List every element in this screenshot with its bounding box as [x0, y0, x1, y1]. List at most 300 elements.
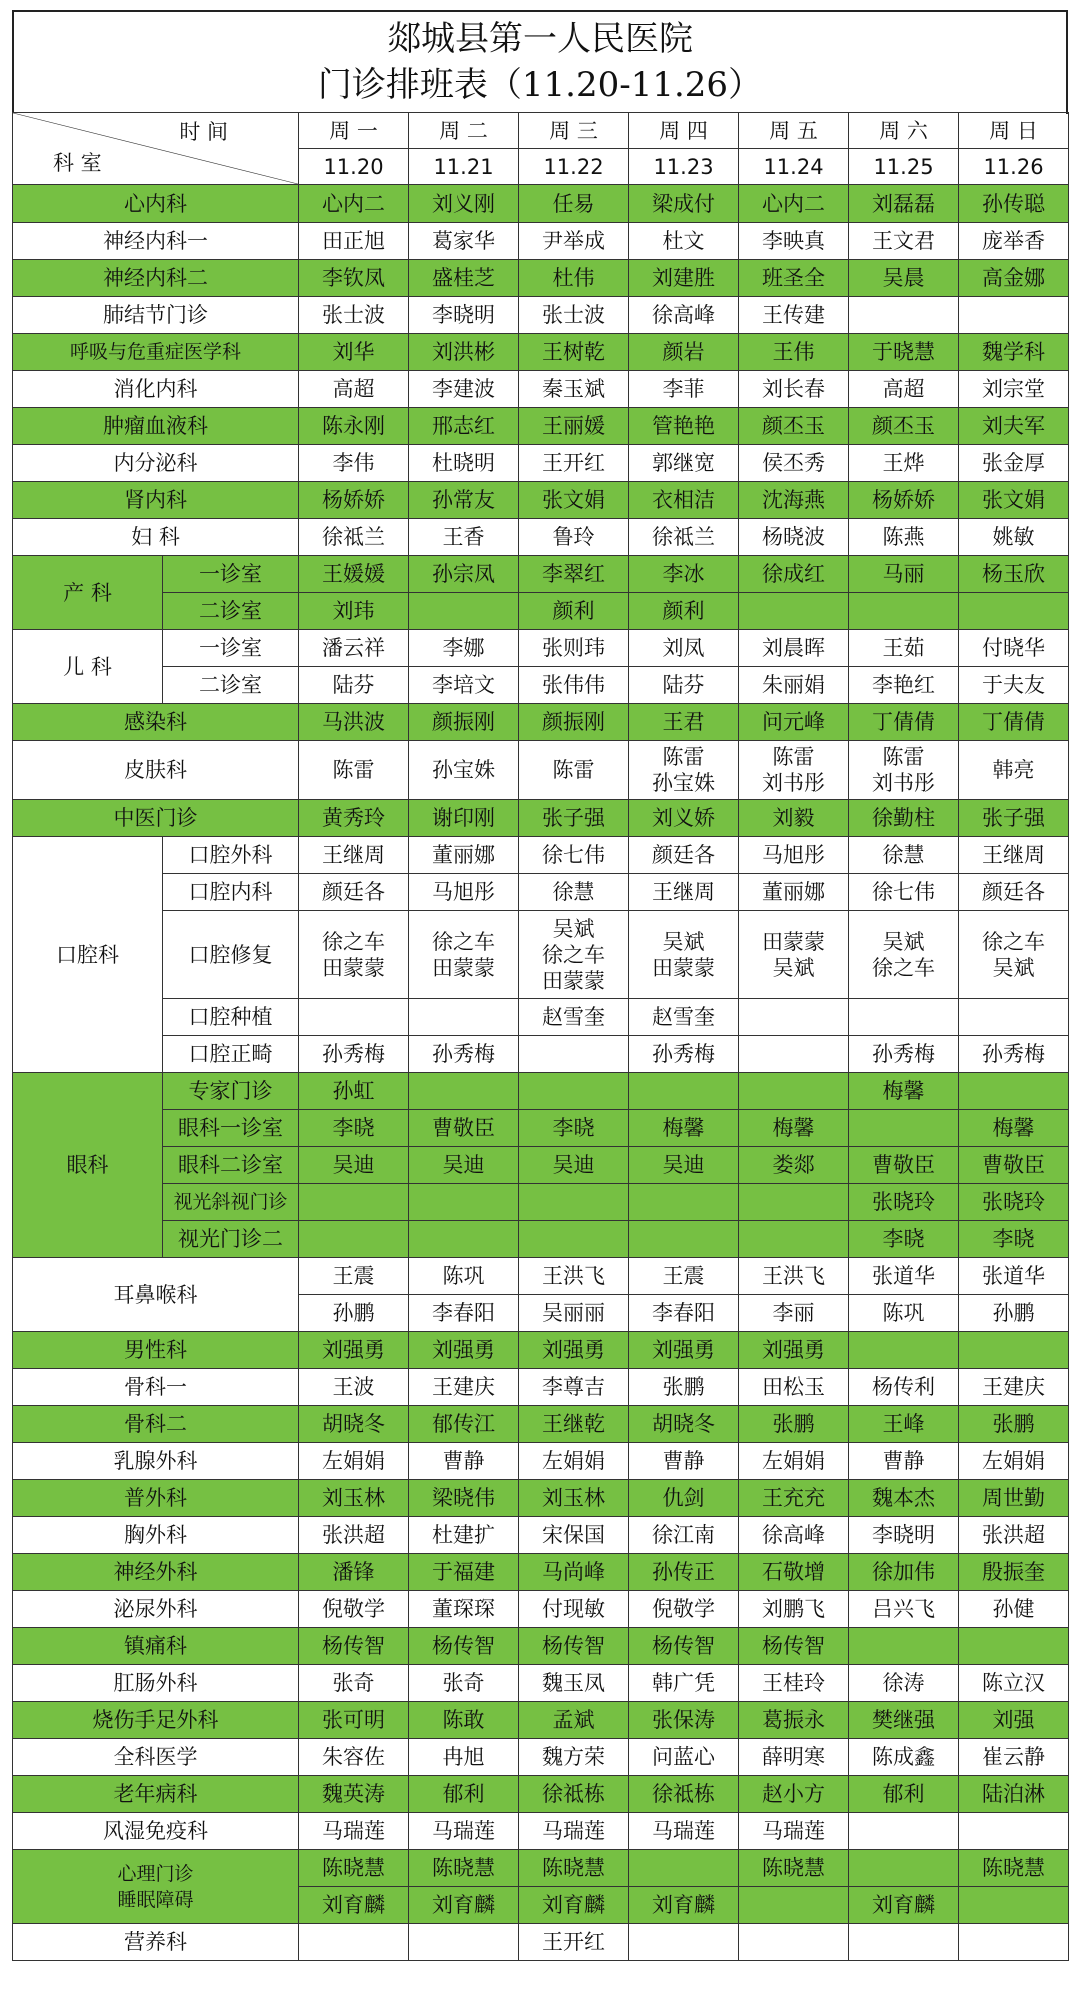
- doctor-cell: 李映真: [739, 223, 849, 260]
- sub-clinic: 二诊室: [163, 667, 299, 704]
- doctor-cell: [409, 1184, 519, 1221]
- doctor-cell: 李晓明: [849, 1517, 959, 1554]
- doctor-cell: 刘强勇: [629, 1332, 739, 1369]
- doctor-cell: 张可明: [299, 1702, 409, 1739]
- doctor-cell: 徐祗栋: [519, 1776, 629, 1813]
- schedule-title: [12, 10, 1068, 114]
- doctor-cell: 孙健: [959, 1591, 1069, 1628]
- doctor-cell: 徐高峰: [629, 297, 739, 334]
- doctor-cell: 王震: [299, 1258, 409, 1295]
- department-name: 骨科一: [13, 1369, 299, 1406]
- hospital-name: 郯城县第一人民医院: [387, 19, 693, 59]
- doctor-cell: 刘育麟: [629, 1887, 739, 1924]
- doctor-cell: [849, 999, 959, 1036]
- doctor-cell: 孙鹏: [299, 1295, 409, 1332]
- doctor-cell: 刘磊磊: [849, 185, 959, 223]
- doctor-cell: 刘育麟: [409, 1887, 519, 1924]
- day-label: 周 日: [959, 113, 1069, 149]
- doctor-cell: [299, 1924, 409, 1961]
- doctor-cell: 吴迪: [629, 1147, 739, 1184]
- doctor-cell: [299, 999, 409, 1036]
- department-name: 肛肠外科: [13, 1665, 299, 1702]
- doctor-cell: 孟斌: [519, 1702, 629, 1739]
- doctor-cell: [959, 297, 1069, 334]
- date-label: 11.20: [299, 149, 409, 185]
- doctor-cell: 陈巩: [849, 1295, 959, 1332]
- doctor-cell: 徐高峰: [739, 1517, 849, 1554]
- doctor-cell: 徐江南: [629, 1517, 739, 1554]
- day-label: 周 五: [739, 113, 849, 149]
- doctor-cell: 吴斌 徐之车: [849, 911, 959, 999]
- doctor-cell: 班圣全: [739, 260, 849, 297]
- schedule-row: [13, 1850, 1069, 1887]
- department-name: 胸外科: [13, 1517, 299, 1554]
- doctor-cell: 杨传智: [409, 1628, 519, 1665]
- doctor-cell: 张道华: [959, 1258, 1069, 1295]
- doctor-cell: 魏方荣: [519, 1739, 629, 1776]
- schedule-row: [13, 874, 1069, 911]
- doctor-cell: 刘育麟: [299, 1887, 409, 1924]
- department-name: 口腔科: [13, 837, 163, 1073]
- doctor-cell: 梅馨: [849, 1073, 959, 1110]
- doctor-cell: 田正旭: [299, 223, 409, 260]
- doctor-cell: 马洪波: [299, 704, 409, 741]
- doctor-cell: 杨传智: [519, 1628, 629, 1665]
- schedule-row: [13, 667, 1069, 704]
- department-name: 泌尿外科: [13, 1591, 299, 1628]
- doctor-cell: 周世勤: [959, 1480, 1069, 1517]
- schedule-row: [13, 1813, 1069, 1850]
- doctor-cell: 魏英涛: [299, 1776, 409, 1813]
- schedule-row: [13, 911, 1069, 999]
- doctor-cell: [739, 1221, 849, 1258]
- date-label: 11.25: [849, 149, 959, 185]
- doctor-cell: [739, 1073, 849, 1110]
- schedule-row: [13, 1036, 1069, 1073]
- department-name: 男性科: [13, 1332, 299, 1369]
- doctor-cell: [959, 1813, 1069, 1850]
- doctor-cell: 李培文: [409, 667, 519, 704]
- doctor-cell: 韩亮: [959, 741, 1069, 800]
- doctor-cell: 颜廷各: [629, 837, 739, 874]
- doctor-cell: 刘玉林: [299, 1480, 409, 1517]
- doctor-cell: 王烨: [849, 445, 959, 482]
- date-label: 11.24: [739, 149, 849, 185]
- doctor-cell: 杨传智: [629, 1628, 739, 1665]
- doctor-cell: 陈巩: [409, 1258, 519, 1295]
- department-name: 皮肤科: [13, 741, 299, 800]
- schedule-row: [13, 999, 1069, 1036]
- schedule-row: [13, 1702, 1069, 1739]
- doctor-cell: 田蒙蒙 吴斌: [739, 911, 849, 999]
- doctor-cell: 问蓝心: [629, 1739, 739, 1776]
- day-label: 周 一: [299, 113, 409, 149]
- department-name: 消化内科: [13, 371, 299, 408]
- doctor-cell: 王香: [409, 519, 519, 556]
- doctor-cell: 董丽娜: [409, 837, 519, 874]
- doctor-cell: [519, 1036, 629, 1073]
- doctor-cell: 王建庆: [959, 1369, 1069, 1406]
- day-label: 周 三: [519, 113, 629, 149]
- sub-clinic: 口腔种植: [163, 999, 299, 1036]
- doctor-cell: 潘云祥: [299, 630, 409, 667]
- doctor-cell: 徐祗兰: [629, 519, 739, 556]
- doctor-cell: [849, 297, 959, 334]
- doctor-cell: 张士波: [519, 297, 629, 334]
- doctor-cell: 王充充: [739, 1480, 849, 1517]
- schedule-row: [13, 1221, 1069, 1258]
- doctor-cell: 颜岩: [629, 334, 739, 371]
- doctor-cell: 梁晓伟: [409, 1480, 519, 1517]
- department-name: 肾内科: [13, 482, 299, 519]
- doctor-cell: 庞举香: [959, 223, 1069, 260]
- doctor-cell: 张金厚: [959, 445, 1069, 482]
- doctor-cell: 郁利: [849, 1776, 959, 1813]
- doctor-cell: [739, 1924, 849, 1961]
- doctor-cell: 张奇: [409, 1665, 519, 1702]
- doctor-cell: 郭继宽: [629, 445, 739, 482]
- doctor-cell: 冉旭: [409, 1739, 519, 1776]
- doctor-cell: [739, 593, 849, 630]
- doctor-cell: 心内二: [739, 185, 849, 223]
- doctor-cell: 张子强: [519, 800, 629, 837]
- department-name: 妇 科: [13, 519, 299, 556]
- doctor-cell: 王文君: [849, 223, 959, 260]
- schedule-row: [13, 1184, 1069, 1221]
- doctor-cell: 李伟: [299, 445, 409, 482]
- doctor-cell: 朱容佐: [299, 1739, 409, 1776]
- doctor-cell: [409, 999, 519, 1036]
- doctor-cell: 韩广凭: [629, 1665, 739, 1702]
- doctor-cell: 马瑞莲: [299, 1813, 409, 1850]
- doctor-cell: 胡晓冬: [629, 1406, 739, 1443]
- doctor-cell: 尹举成: [519, 223, 629, 260]
- department-name: 内分泌科: [13, 445, 299, 482]
- doctor-cell: 王继周: [959, 837, 1069, 874]
- doctor-cell: 邢志红: [409, 408, 519, 445]
- doctor-cell: 王开红: [519, 1924, 629, 1961]
- department-name: 神经内科一: [13, 223, 299, 260]
- doctor-cell: [959, 1073, 1069, 1110]
- doctor-cell: 王君: [629, 704, 739, 741]
- doctor-cell: 刘洪彬: [409, 334, 519, 371]
- doctor-cell: 娄郯: [739, 1147, 849, 1184]
- sub-clinic: 一诊室: [163, 556, 299, 593]
- doctor-cell: 李娜: [409, 630, 519, 667]
- department-name: 骨科二: [13, 1406, 299, 1443]
- doctor-cell: 仇剑: [629, 1480, 739, 1517]
- doctor-cell: 曹敬臣: [849, 1147, 959, 1184]
- doctor-cell: 王传建: [739, 297, 849, 334]
- doctor-cell: 郁利: [409, 1776, 519, 1813]
- doctor-cell: 吴迪: [409, 1147, 519, 1184]
- schedule-row: [13, 445, 1069, 482]
- doctor-cell: 刘宗堂: [959, 371, 1069, 408]
- doctor-cell: 于福建: [409, 1554, 519, 1591]
- doctor-cell: [519, 1073, 629, 1110]
- doctor-cell: 魏学科: [959, 334, 1069, 371]
- doctor-cell: [959, 593, 1069, 630]
- sub-clinic: 口腔正畸: [163, 1036, 299, 1073]
- schedule-table: [12, 112, 1069, 1961]
- doctor-cell: 徐加伟: [849, 1554, 959, 1591]
- schedule-row: [13, 630, 1069, 667]
- doctor-cell: 孙传聪: [959, 185, 1069, 223]
- doctor-cell: 左娟娟: [959, 1443, 1069, 1480]
- doctor-cell: 王茹: [849, 630, 959, 667]
- doctor-cell: 陈晓慧: [739, 1850, 849, 1887]
- doctor-cell: 郁传江: [409, 1406, 519, 1443]
- schedule-row: [13, 800, 1069, 837]
- doctor-cell: [959, 1332, 1069, 1369]
- day-label: 周 二: [409, 113, 519, 149]
- schedule-row: [13, 1591, 1069, 1628]
- doctor-cell: 吴斌 田蒙蒙: [629, 911, 739, 999]
- doctor-cell: [959, 1924, 1069, 1961]
- doctor-cell: 张鹏: [959, 1406, 1069, 1443]
- doctor-cell: 吕兴飞: [849, 1591, 959, 1628]
- doctor-cell: 陆芬: [629, 667, 739, 704]
- doctor-cell: 颜廷各: [299, 874, 409, 911]
- schedule-row: [13, 1406, 1069, 1443]
- department-name: 神经内科二: [13, 260, 299, 297]
- doctor-cell: 左娟娟: [519, 1443, 629, 1480]
- doctor-cell: 杜建扩: [409, 1517, 519, 1554]
- schedule-row: [13, 1332, 1069, 1369]
- doctor-cell: [299, 1221, 409, 1258]
- doctor-cell: 高金娜: [959, 260, 1069, 297]
- doctor-cell: 梅馨: [959, 1110, 1069, 1147]
- doctor-cell: 刘强勇: [739, 1332, 849, 1369]
- doctor-cell: 颜振刚: [409, 704, 519, 741]
- doctor-cell: 陈成鑫: [849, 1739, 959, 1776]
- doctor-cell: 李晓: [519, 1110, 629, 1147]
- doctor-cell: 刘凤: [629, 630, 739, 667]
- department-name: 全科医学: [13, 1739, 299, 1776]
- doctor-cell: 吴迪: [299, 1147, 409, 1184]
- schedule-row: [13, 1665, 1069, 1702]
- doctor-cell: 黄秀玲: [299, 800, 409, 837]
- doctor-cell: 曹静: [849, 1443, 959, 1480]
- department-name: 心理门诊 睡眠障碍: [13, 1850, 299, 1924]
- schedule-row: [13, 1517, 1069, 1554]
- doctor-cell: 李春阳: [629, 1295, 739, 1332]
- doctor-cell: 胡晓冬: [299, 1406, 409, 1443]
- doctor-cell: 刘强勇: [409, 1332, 519, 1369]
- doctor-cell: 徐祗栋: [629, 1776, 739, 1813]
- department-name: 神经外科: [13, 1554, 299, 1591]
- doctor-cell: 孙传正: [629, 1554, 739, 1591]
- doctor-cell: 孙秀梅: [959, 1036, 1069, 1073]
- doctor-cell: 徐之车 田蒙蒙: [299, 911, 409, 999]
- doctor-cell: 王建庆: [409, 1369, 519, 1406]
- doctor-cell: 张士波: [299, 297, 409, 334]
- schedule-row: [13, 1147, 1069, 1184]
- doctor-cell: 杨娇娇: [299, 482, 409, 519]
- doctor-cell: 心内二: [299, 185, 409, 223]
- doctor-cell: 于晓慧: [849, 334, 959, 371]
- doctor-cell: [849, 1110, 959, 1147]
- doctor-cell: 吴斌 徐之车 田蒙蒙: [519, 911, 629, 999]
- doctor-cell: [409, 1073, 519, 1110]
- doctor-cell: 陈雷: [299, 741, 409, 800]
- doctor-cell: 张则玮: [519, 630, 629, 667]
- doctor-cell: 薛明寒: [739, 1739, 849, 1776]
- doctor-cell: 孙宗凤: [409, 556, 519, 593]
- sub-clinic: 口腔内科: [163, 874, 299, 911]
- doctor-cell: 陈雷 刘书彤: [739, 741, 849, 800]
- doctor-cell: 左娟娟: [299, 1443, 409, 1480]
- doctor-cell: 刘义刚: [409, 185, 519, 223]
- doctor-cell: [409, 593, 519, 630]
- doctor-cell: 马丽: [849, 556, 959, 593]
- doctor-cell: 陈晓慧: [519, 1850, 629, 1887]
- doctor-cell: 赵雪奎: [519, 999, 629, 1036]
- doctor-cell: 陆泊淋: [959, 1776, 1069, 1813]
- doctor-cell: 马瑞莲: [519, 1813, 629, 1850]
- doctor-cell: 王继周: [629, 874, 739, 911]
- doctor-cell: 陈雷: [519, 741, 629, 800]
- doctor-cell: 马瑞莲: [739, 1813, 849, 1850]
- department-name: 烧伤手足外科: [13, 1702, 299, 1739]
- doctor-cell: 陈雷 刘书彤: [849, 741, 959, 800]
- schedule-row: [13, 1480, 1069, 1517]
- doctor-cell: 刘强勇: [519, 1332, 629, 1369]
- date-label: 11.21: [409, 149, 519, 185]
- doctor-cell: [299, 1184, 409, 1221]
- doctor-cell: [849, 1628, 959, 1665]
- doctor-cell: 刘毅: [739, 800, 849, 837]
- doctor-cell: 王继周: [299, 837, 409, 874]
- doctor-cell: 问元峰: [739, 704, 849, 741]
- doctor-cell: 陈晓慧: [959, 1850, 1069, 1887]
- doctor-cell: 颜廷各: [959, 874, 1069, 911]
- doctor-cell: 倪敬学: [299, 1591, 409, 1628]
- doctor-cell: 陈晓慧: [409, 1850, 519, 1887]
- doctor-cell: 任易: [519, 185, 629, 223]
- schedule-row: [13, 482, 1069, 519]
- doctor-cell: [629, 1850, 739, 1887]
- doctor-cell: 刘玮: [299, 593, 409, 630]
- doctor-cell: 杨传智: [739, 1628, 849, 1665]
- doctor-cell: 徐七伟: [849, 874, 959, 911]
- doctor-cell: 王洪飞: [519, 1258, 629, 1295]
- doctor-cell: [849, 593, 959, 630]
- doctor-cell: [519, 1221, 629, 1258]
- doctor-cell: 管艳艳: [629, 408, 739, 445]
- schedule-row: [13, 1110, 1069, 1147]
- doctor-cell: 张文娟: [519, 482, 629, 519]
- doctor-cell: 宋保国: [519, 1517, 629, 1554]
- department-name: 耳鼻喉科: [13, 1258, 299, 1332]
- doctor-cell: 梅馨: [629, 1110, 739, 1147]
- doctor-cell: 丁倩倩: [959, 704, 1069, 741]
- doctor-cell: [739, 999, 849, 1036]
- doctor-cell: [959, 1628, 1069, 1665]
- department-name: 产 科: [13, 556, 163, 630]
- sub-clinic: 视光斜视门诊: [163, 1184, 299, 1221]
- date-label: 11.22: [519, 149, 629, 185]
- schedule-row: [13, 260, 1069, 297]
- doctor-cell: 梁成付: [629, 185, 739, 223]
- doctor-cell: 曹静: [629, 1443, 739, 1480]
- doctor-cell: 殷振奎: [959, 1554, 1069, 1591]
- schedule-row: [13, 741, 1069, 800]
- doctor-cell: 刘夫军: [959, 408, 1069, 445]
- doctor-cell: 陈燕: [849, 519, 959, 556]
- doctor-cell: 于夫友: [959, 667, 1069, 704]
- doctor-cell: 王洪飞: [739, 1258, 849, 1295]
- doctor-cell: [849, 1850, 959, 1887]
- doctor-cell: 陈永刚: [299, 408, 409, 445]
- doctor-cell: 陈敢: [409, 1702, 519, 1739]
- header-day-row: [13, 113, 1069, 149]
- dept-label: 科 室: [53, 151, 102, 175]
- doctor-cell: 梅馨: [739, 1110, 849, 1147]
- doctor-cell: 马旭彤: [409, 874, 519, 911]
- doctor-cell: 杜伟: [519, 260, 629, 297]
- doctor-cell: 马旭彤: [739, 837, 849, 874]
- doctor-cell: 颜丕玉: [739, 408, 849, 445]
- schedule-row: [13, 1073, 1069, 1110]
- day-label: 周 四: [629, 113, 739, 149]
- doctor-cell: 徐慧: [519, 874, 629, 911]
- doctor-cell: 张保涛: [629, 1702, 739, 1739]
- doctor-cell: 孙秀梅: [299, 1036, 409, 1073]
- doctor-cell: 王峰: [849, 1406, 959, 1443]
- doctor-cell: 刘鹏飞: [739, 1591, 849, 1628]
- schedule-row: [13, 1628, 1069, 1665]
- doctor-cell: 徐七伟: [519, 837, 629, 874]
- department-name: 心内科: [13, 185, 299, 223]
- doctor-cell: 陈雷 孙宝姝: [629, 741, 739, 800]
- doctor-cell: 王桂玲: [739, 1665, 849, 1702]
- doctor-cell: 孙鹏: [959, 1295, 1069, 1332]
- department-name: 风湿免疫科: [13, 1813, 299, 1850]
- doctor-cell: [959, 999, 1069, 1036]
- doctor-cell: 董丽娜: [739, 874, 849, 911]
- doctor-cell: 徐成红: [739, 556, 849, 593]
- doctor-cell: 李翠红: [519, 556, 629, 593]
- doctor-cell: 刘育麟: [849, 1887, 959, 1924]
- doctor-cell: 孙秀梅: [849, 1036, 959, 1073]
- doctor-cell: 李建波: [409, 371, 519, 408]
- schedule-row: [13, 593, 1069, 630]
- schedule-row: [13, 223, 1069, 260]
- doctor-cell: 魏本杰: [849, 1480, 959, 1517]
- doctor-cell: 杨娇娇: [849, 482, 959, 519]
- sub-clinic: 视光门诊二: [163, 1221, 299, 1258]
- department-name: 肿瘤血液科: [13, 408, 299, 445]
- doctor-cell: 王开红: [519, 445, 629, 482]
- doctor-cell: 葛家华: [409, 223, 519, 260]
- doctor-cell: 李春阳: [409, 1295, 519, 1332]
- doctor-cell: 朱丽娟: [739, 667, 849, 704]
- doctor-cell: 刘玉林: [519, 1480, 629, 1517]
- doctor-cell: 沈海燕: [739, 482, 849, 519]
- doctor-cell: [409, 1924, 519, 1961]
- day-label: 周 六: [849, 113, 959, 149]
- doctor-cell: 王伟: [739, 334, 849, 371]
- doctor-cell: 左娟娟: [739, 1443, 849, 1480]
- schedule-row: [13, 1776, 1069, 1813]
- date-label: 11.26: [959, 149, 1069, 185]
- doctor-cell: 马瑞莲: [409, 1813, 519, 1850]
- doctor-cell: 张奇: [299, 1665, 409, 1702]
- schedule-row: [13, 519, 1069, 556]
- doctor-cell: [849, 1924, 959, 1961]
- doctor-cell: 李冰: [629, 556, 739, 593]
